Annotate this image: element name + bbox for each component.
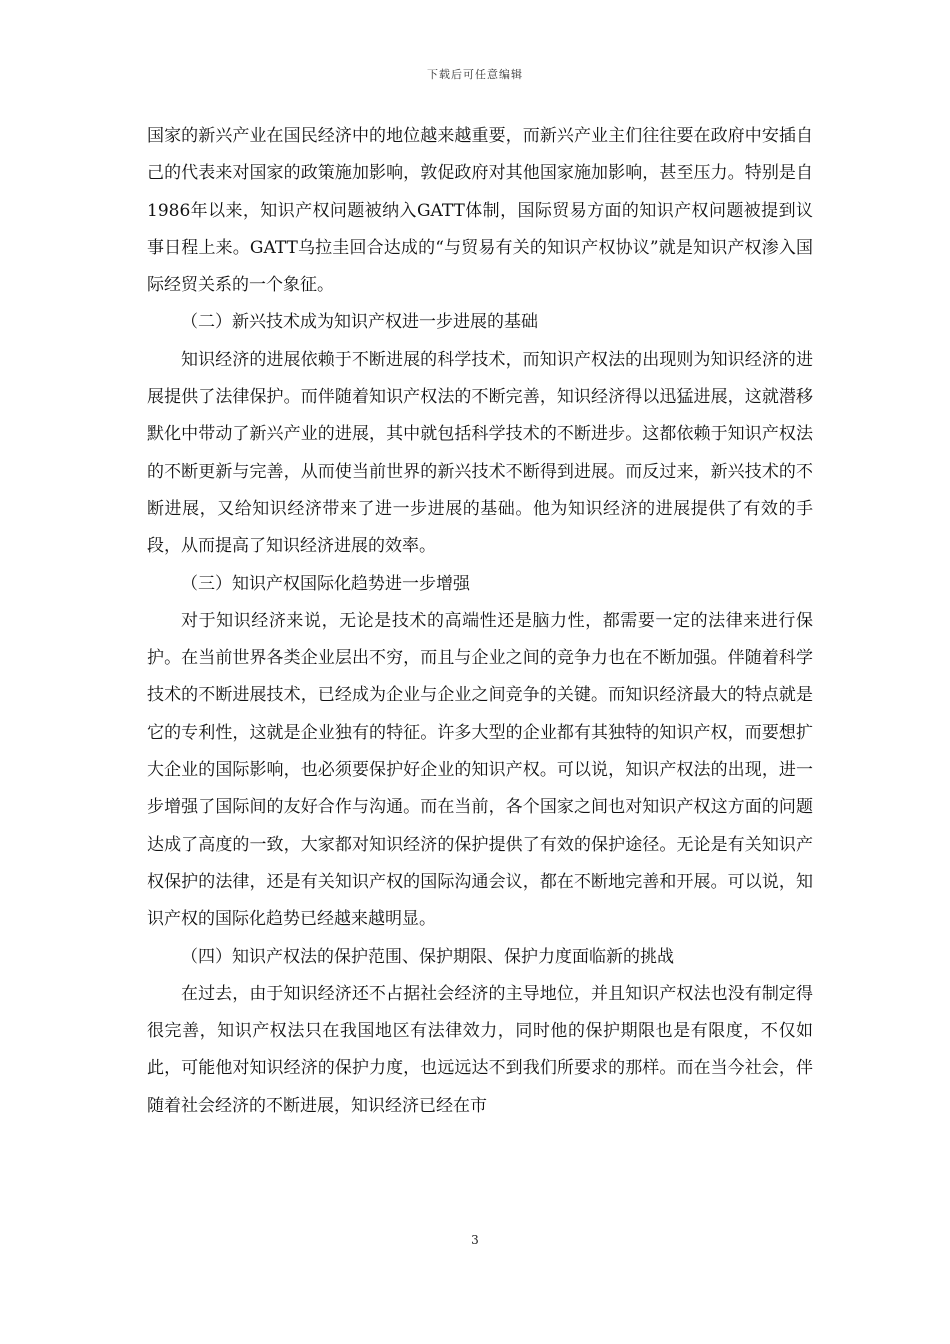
- document-body: [147, 118, 813, 1125]
- section-heading-3: （三）知识产权国际化趋势进一步增强: [181, 573, 470, 594]
- paragraph: 对于知识经济来说，无论是技术的高端性还是脑力性，都需要一定的法律来进行保护。在当前世界各类企业层出不穷，而且与企业之间的竞争力也在不断加强。伴随着科学技术的不断进展技术，已经成为企业与企业之间竞争的关键。而知识经济最大的特点就是它的专利性，这就是企业独有的特征。许多大型的企业都有其独特的知识产权，而要想扩大企业的国际影响，也必须要保护好企业的知识产权。可以说，知识产权法的出现，进一步增强了国际间的友好合作与沟通。而在当前，各个国家之间也对知识产权这方面的问题达成了高度的一致，大家都对知识经济的保护提供了有效的保护途径。无论是有关知识产权保护的法律，还是有关知识产权的国际沟通会议，都在不断地完善和开展。可以说，知识产权的国际化趋势已经越来越明显。: [147, 610, 813, 930]
- page-number: 3: [471, 1233, 479, 1247]
- paragraph: 在过去，由于知识经济还不占据社会经济的主导地位，并且知识产权法也没有制定得很完善，知识产权法只在我国地区有法律效力，同时他的保护期限也是有限度，不仅如此，可能他对知识经济的保护力度，也远远达不到我们所要求的那样。而在当今社会，伴随着社会经济的不断进展，知识经济已经在市: [147, 983, 813, 1116]
- paragraph-continuation: 国家的新兴产业在国民经济中的地位越来越重要，而新兴产业主们往往要在政府中安插自己的代表来对国家的政策施加影响，敦促政府对其他国家施加影响，甚至压力。特别是自1986年以来，知识产权问题被纳入GATT体制，国际贸易方面的知识产权问题被提到议事日程上来。GATT乌拉圭回合达成的“与贸易有关的知识产权协议”就是知识产权渗入国际经贸关系的一个象征。: [147, 126, 813, 296]
- section-heading-2: （二）新兴技术成为知识产权进一步进展的基础: [181, 312, 538, 333]
- header-download-note: 下载后可任意编辑: [427, 68, 523, 81]
- section-heading-4: （四）知识产权法的保护范围、保护期限、保护力度面临新的挑战: [181, 946, 674, 967]
- paragraph: 知识经济的进展依赖于不断进展的科学技术，而知识产权法的出现则为知识经济的进展提供了法律保护。而伴随着知识产权法的不断完善，知识经济得以迅猛进展，这就潜移默化中带动了新兴产业的进展，其中就包括科学技术的不断进步。这都依赖于知识产权法的不断更新与完善，从而使当前世界的新兴技术不断得到进展。而反过来，新兴技术的不断进展，又给知识经济带来了进一步进展的基础。他为知识经济的进展提供了有效的手段，从而提高了知识经济进展的效率。: [147, 349, 813, 557]
